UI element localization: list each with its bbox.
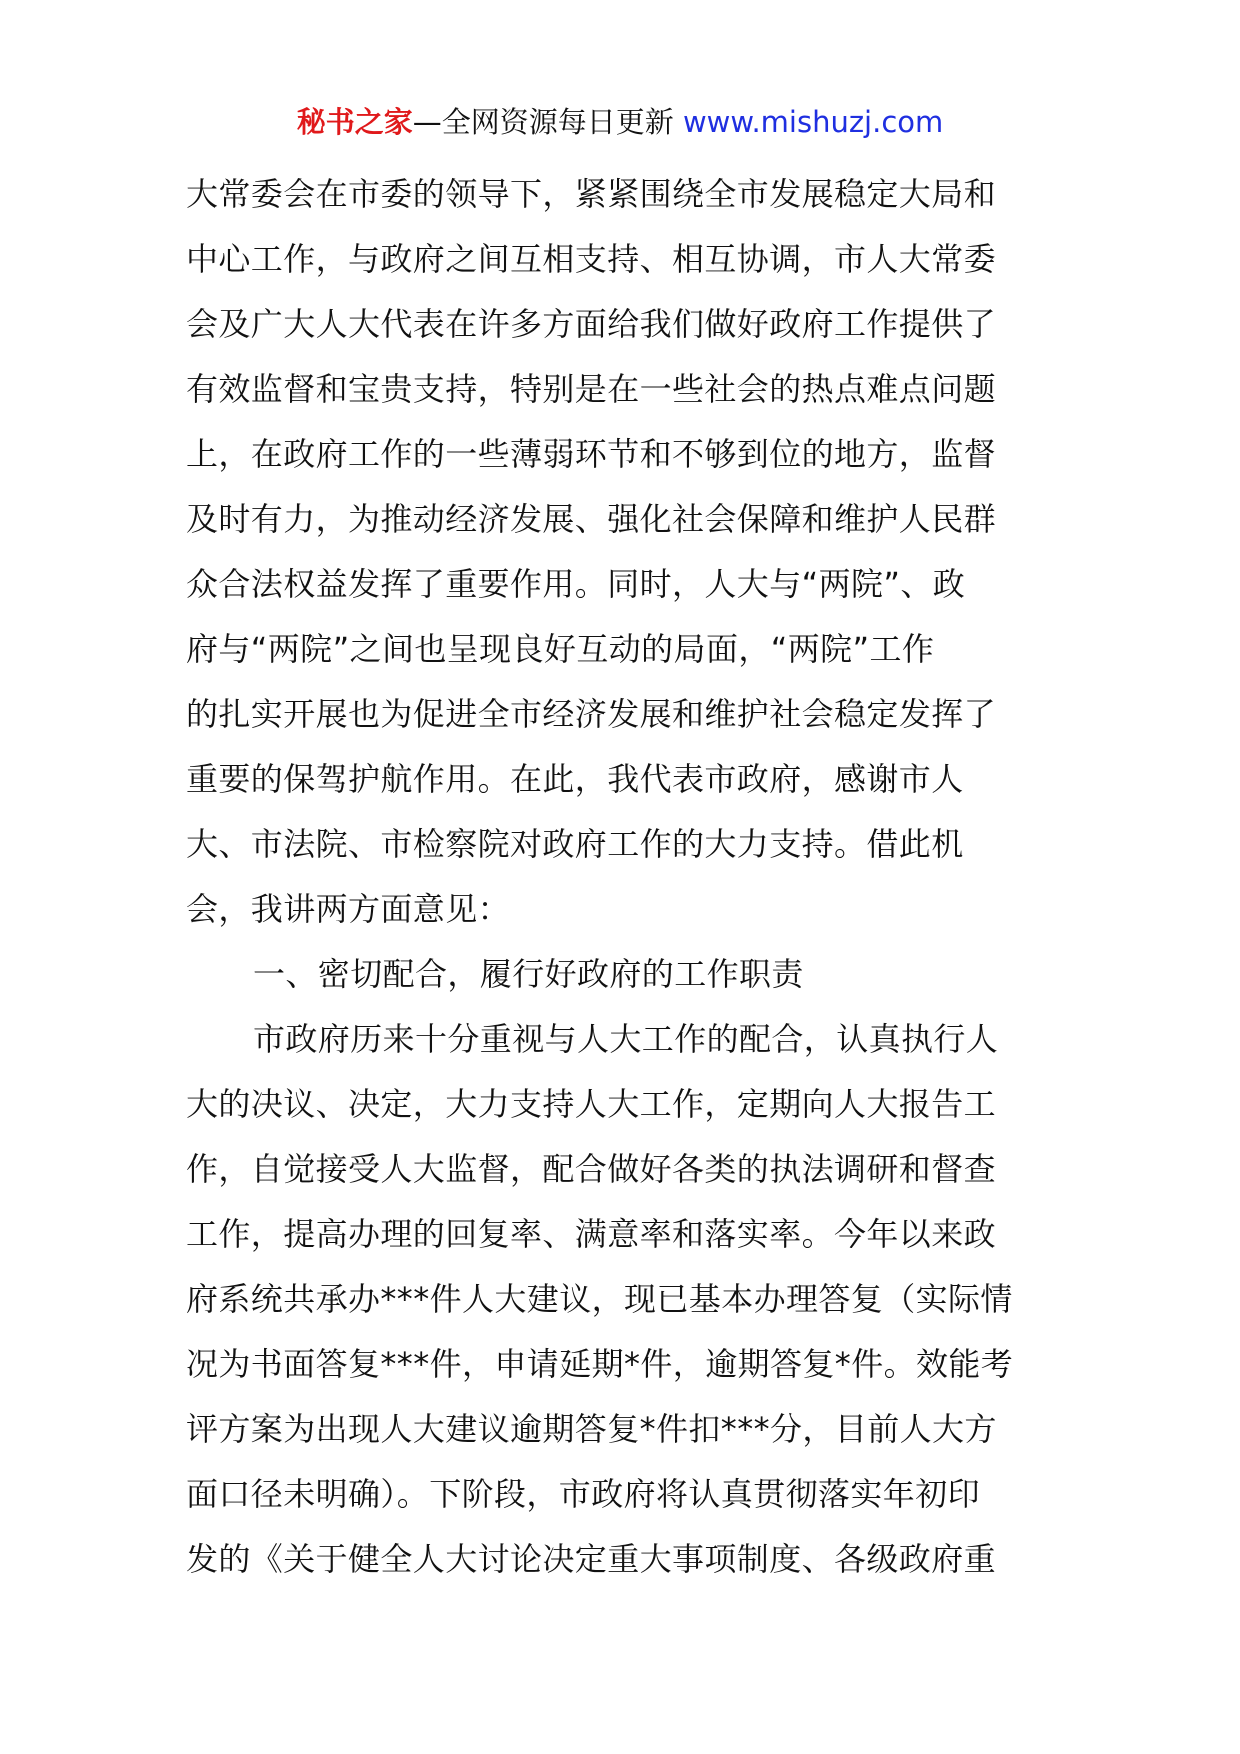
body-line: 况为书面答复***件，申请延期*件，逾期答复*件。效能考 <box>186 1345 1014 1383</box>
document-body <box>186 162 1056 1592</box>
body-line: 评方案为出现人大建议逾期答复*件扣***分，目前人大方 <box>186 1410 997 1448</box>
body-line: 面口径未明确）。下阶段，市政府将认真贯彻落实年初印 <box>186 1475 981 1513</box>
body-line: 上，在政府工作的一些薄弱环节和不够到位的地方，监督 <box>186 435 997 473</box>
brand-name: 秘书之家 <box>296 105 413 139</box>
section-heading: 一、密切配合，履行好政府的工作职责 <box>253 955 804 993</box>
page-header <box>0 102 1240 142</box>
body-line: 府与“两院”之间也呈现良好互动的局面，“两院”工作 <box>186 630 935 668</box>
body-line: 有效监督和宝贵支持，特别是在一些社会的热点难点问题 <box>186 370 997 408</box>
body-line: 中心工作，与政府之间互相支持、相互协调，市人大常委 <box>186 240 997 278</box>
body-line: 及时有力，为推动经济发展、强化社会保障和维护人民群 <box>186 500 997 538</box>
body-line: 重要的保驾护航作用。在此，我代表市政府，感谢市人 <box>186 760 964 798</box>
body-line: 会及广大人大代表在许多方面给我们做好政府工作提供了 <box>186 305 997 343</box>
header-tagline: —全网资源每日更新 <box>412 105 674 139</box>
body-line: 会，我讲两方面意见： <box>186 890 511 928</box>
body-line: 工作，提高办理的回复率、满意率和落实率。今年以来政 <box>186 1215 997 1253</box>
body-line: 大的决议、决定，大力支持人大工作，定期向人大报告工 <box>186 1085 997 1123</box>
paragraph-first-line: 市政府历来十分重视与人大工作的配合，认真执行人 <box>253 1020 999 1058</box>
body-line: 众合法权益发挥了重要作用。同时，人大与“两院”、政 <box>186 565 966 603</box>
body-line: 的扎实开展也为促进全市经济发展和维护社会稳定发挥了 <box>186 695 997 733</box>
site-url-link[interactable]: www.mishuzj.com <box>682 105 944 139</box>
body-line: 作，自觉接受人大监督，配合做好各类的执法调研和督查 <box>186 1150 997 1188</box>
body-line: 发的《关于健全人大讨论决定重大事项制度、各级政府重 <box>186 1540 997 1578</box>
body-line: 大、市法院、市检察院对政府工作的大力支持。借此机 <box>186 825 964 863</box>
body-line: 府系统共承办***件人大建议，现已基本办理答复（实际情 <box>186 1280 1013 1318</box>
body-line: 大常委会在市委的领导下，紧紧围绕全市发展稳定大局和 <box>186 175 997 213</box>
